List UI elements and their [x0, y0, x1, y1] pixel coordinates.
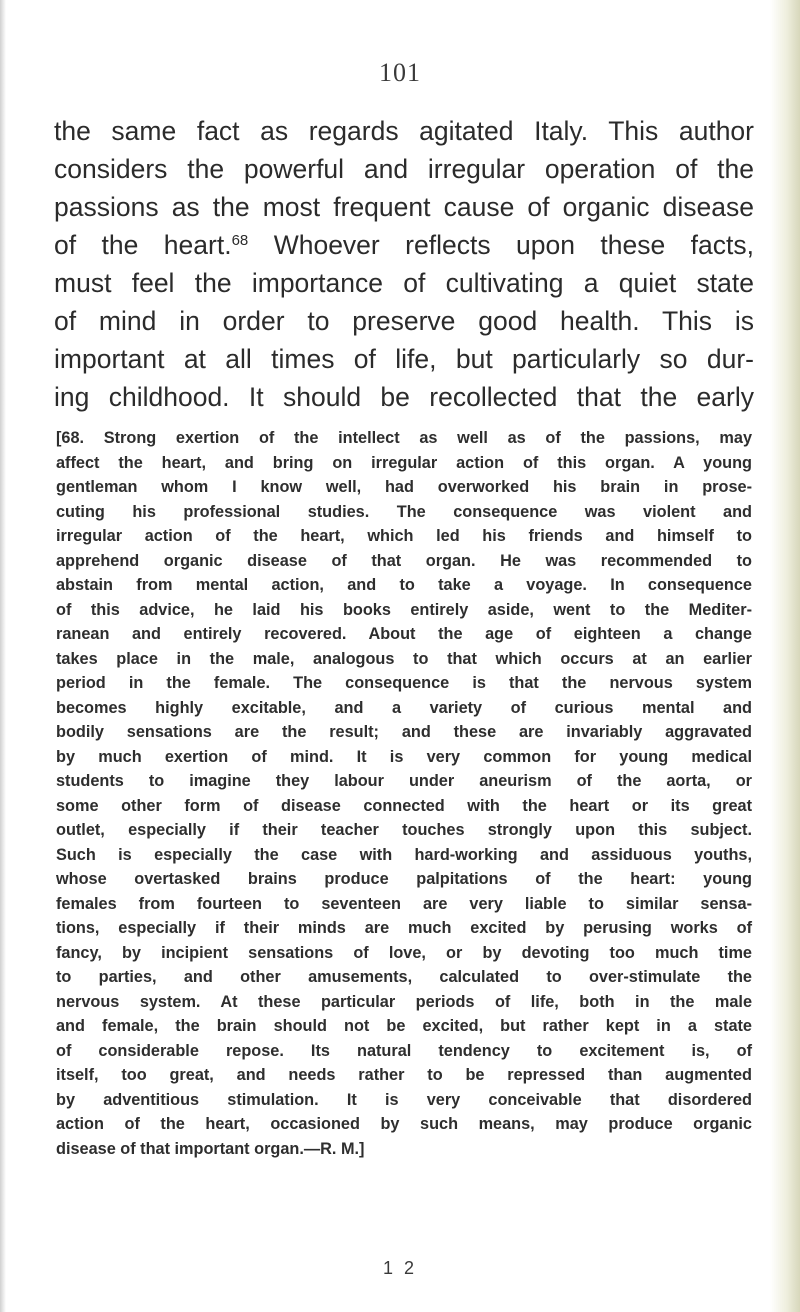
- footnote-line: Such is especially the case with hard-working and assiduous youths,: [56, 845, 752, 864]
- footnote-line: action of the heart, occasioned by such means, may produce organic: [56, 1115, 752, 1133]
- footnote-line: gentleman whom I know well, had overworked his brain in prose-: [56, 478, 752, 496]
- main-text-line: must feel the importance of cultivating a quiet state: [54, 268, 754, 298]
- footnote-line: nervous system. At these particular periods of life, both in the male: [56, 992, 752, 1011]
- footnote-line: irregular action of the heart, which led his friends and himself to: [56, 527, 752, 545]
- main-text-segment: Whoever reflects upon these facts,: [248, 230, 754, 260]
- footnote-block: [56, 426, 752, 1161]
- page-edge-shadow: [770, 0, 800, 1312]
- main-text: [54, 112, 754, 416]
- footnote-line: [68. Strong exertion of the intellect as well as of the passions, may: [56, 429, 752, 447]
- footnote-line: becomes highly excitable, and a variety of curious mental and: [56, 698, 752, 717]
- footnote-line: females from fourteen to seventeen are very liable to similar sensa-: [56, 894, 752, 913]
- main-text-line-with-footnote-ref: [54, 226, 754, 264]
- main-text-line: passions as the most frequent cause of organic disease: [54, 192, 754, 222]
- footnote-line: bodily sensations are the result; and these are invariably aggravated: [56, 723, 752, 741]
- page-number: 101: [379, 58, 421, 87]
- footnote-line: disease of that important organ.—R. M.]: [56, 1139, 365, 1158]
- footnote-line: apprehend organic disease of that organ. He was recommended to: [56, 551, 752, 570]
- footnote-line: to parties, and other amusements, calculated to over-stimulate the: [56, 968, 752, 986]
- footnote-line: itself, too great, and needs rather to be repressed than augmented: [56, 1066, 752, 1084]
- main-text-line: of mind in order to preserve good health. This is: [54, 306, 754, 336]
- main-text-line: considers the powerful and irregular operation of the: [54, 154, 754, 184]
- footnote-line: by adventitious stimulation. It is very conceivable that disordered: [56, 1090, 752, 1109]
- footnote-line: abstain from mental action, and to take a voyage. In consequence: [56, 576, 752, 594]
- main-text-line: the same fact as regards agitated Italy. This author: [54, 116, 754, 146]
- footnote-line: ranean and entirely recovered. About the age of eighteen a change: [56, 625, 752, 643]
- footnote-line: of considerable repose. Its natural tendency to excitement is, of: [56, 1041, 752, 1060]
- main-text-segment: of the heart.: [54, 230, 232, 260]
- footnote-line: of this advice, he laid his books entirely aside, went to the Mediter-: [56, 600, 752, 619]
- footnote-line: students to imagine they labour under aneurism of the aorta, or: [56, 772, 752, 790]
- main-text-line: important at all times of life, but particularly so dur-: [54, 344, 754, 374]
- footnote-line: cuting his professional studies. The consequence was violent and: [56, 502, 752, 521]
- footnote-line: takes place in the male, analogous to that which occurs at an earlier: [56, 649, 752, 668]
- footnote-line: by much exertion of mind. It is very common for young medical: [56, 747, 752, 766]
- footnote-line: outlet, especially if their teacher touches strongly upon this subject.: [56, 821, 752, 839]
- footnote-line: period in the female. The consequence is that the nervous system: [56, 674, 752, 692]
- footnote-line: affect the heart, and bring on irregular action of this organ. A young: [56, 453, 752, 472]
- footnote-line: fancy, by incipient sensations of love, or by devoting too much time: [56, 943, 752, 962]
- footnote-line: and female, the brain should not be excited, but rather kept in a state: [56, 1017, 752, 1035]
- page-binding-shadow: [0, 0, 6, 1312]
- footnote-reference[interactable]: 68: [231, 232, 249, 249]
- main-text-line: ing childhood. It should be recollected that the early: [54, 382, 754, 412]
- footnote-line: some other form of disease connected with the heart or its great: [56, 796, 752, 815]
- footnote-line: tions, especially if their minds are much excited by perusing works of: [56, 919, 752, 937]
- footnote-line: whose overtasked brains produce palpitations of the heart: young: [56, 870, 752, 888]
- signature-mark: 1 2: [382, 1258, 418, 1278]
